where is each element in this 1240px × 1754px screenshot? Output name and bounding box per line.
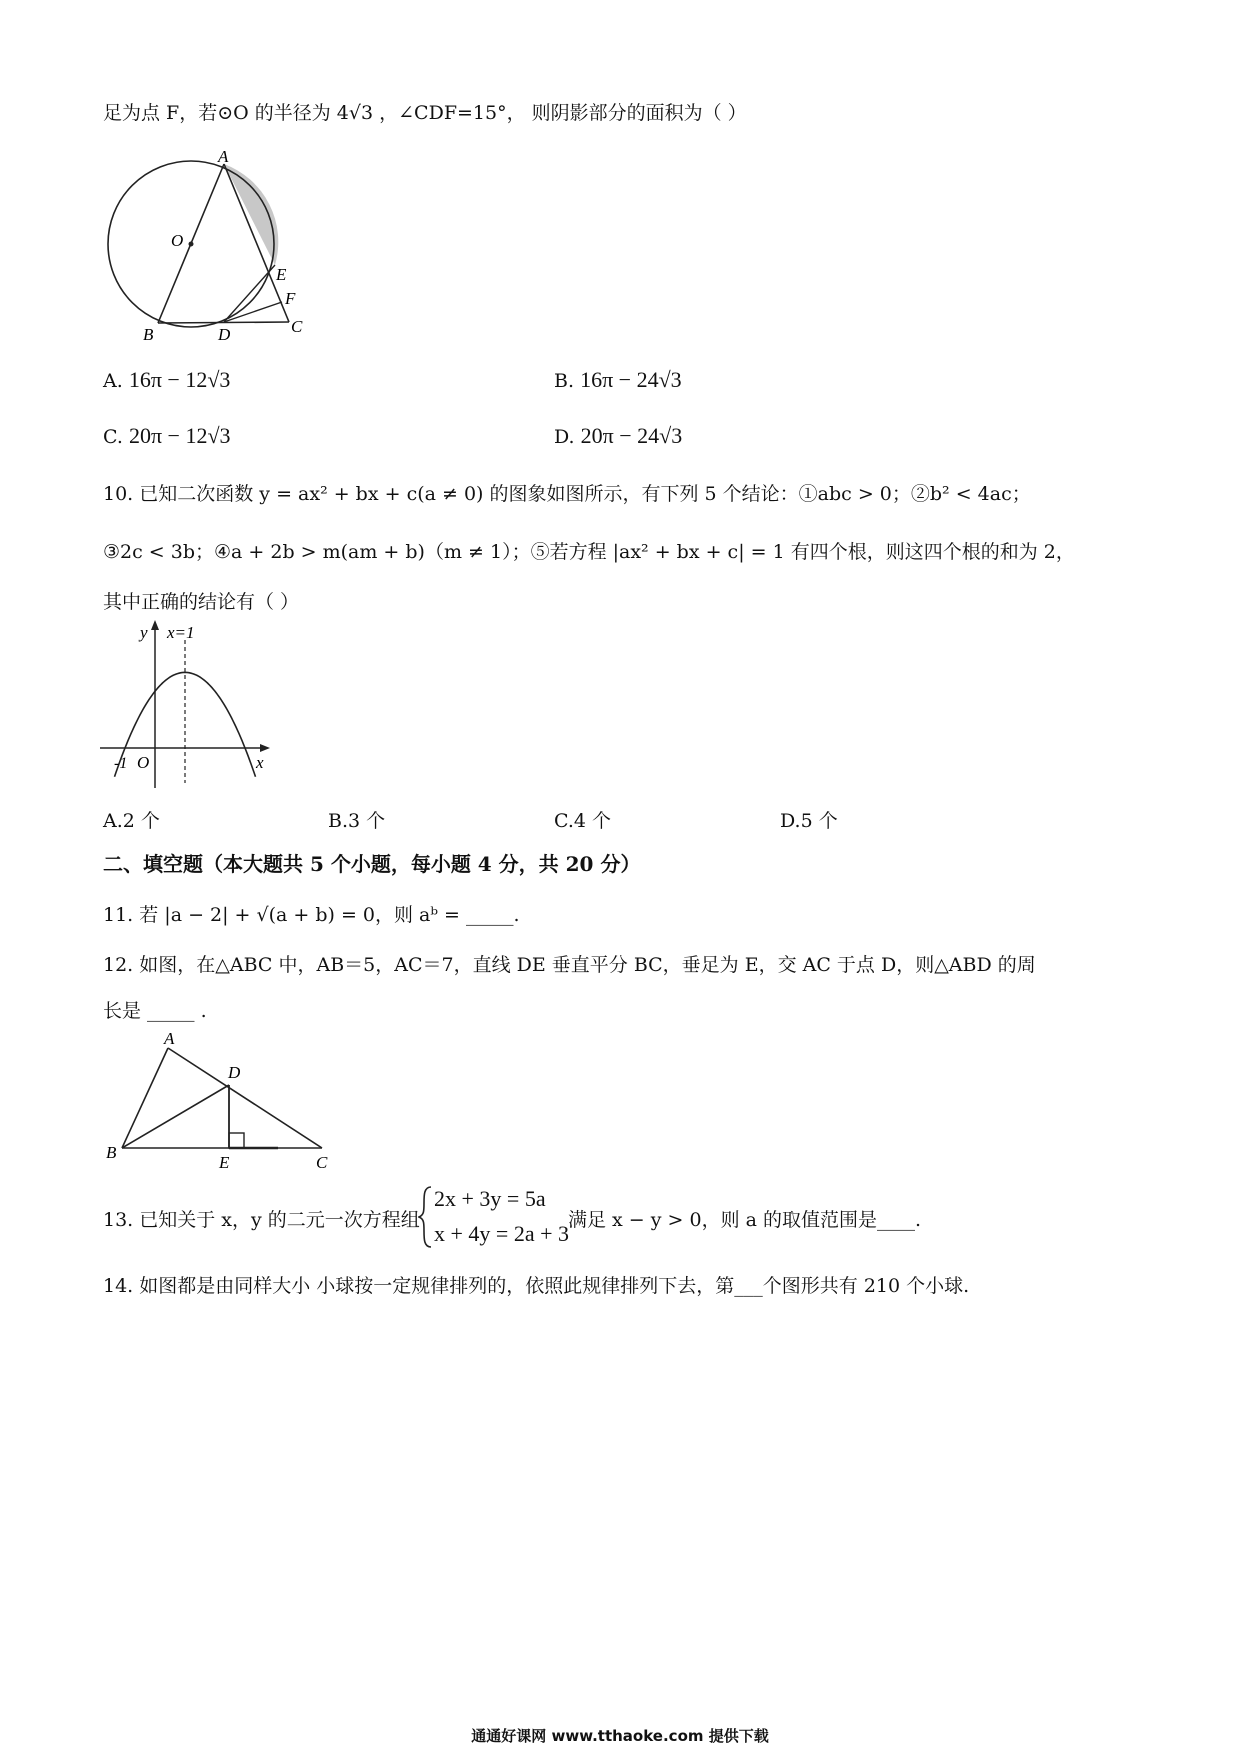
q9-option-b: B. 16π − 24√3: [554, 367, 682, 392]
shaded-region: [224, 164, 278, 265]
label-axis-x1: x=1: [167, 623, 195, 642]
label-c: C: [291, 317, 303, 336]
label-c: C: [316, 1153, 328, 1172]
q13-prefix: 13. 已知关于 x，y 的二元一次方程组: [103, 1209, 420, 1231]
q13-equation-1: 2x + 3y = 5a: [434, 1186, 546, 1211]
label-origin: O: [137, 753, 150, 772]
q9-text-line1: 足为点 F，若⊙O 的半径为 4√3 ，∠CDF=15°， 则阴影部分的面积为（ ）: [103, 102, 747, 124]
q12-text-line2: 长是 _____ .: [103, 1000, 207, 1022]
q10-option-c: C.4 个: [554, 810, 612, 832]
q9-circle-figure: [98, 146, 318, 346]
label-a: A: [218, 147, 229, 166]
label-o: O: [171, 231, 184, 250]
label-d: D: [218, 325, 231, 344]
label-x: x: [256, 753, 264, 772]
q14-text: 14. 如图都是由同样大小 小球按一定规律排列的，依照此规律排列下去，第___个图形共有 210 个小球.: [103, 1275, 970, 1297]
label-f: F: [285, 289, 296, 308]
section-2-heading: 二、填空题（本大题共 5 个小题，每小题 4 分，共 20 分）: [103, 852, 641, 876]
q12-text-line1: 12. 如图，在△ABC 中，AB＝5，AC＝7，直线 DE 垂直平分 BC，垂足为 E，交 AC 于点 D，则△ABD 的周: [103, 954, 1036, 976]
q13-suffix: 满足 x − y > 0，则 a 的取值范围是____.: [568, 1209, 922, 1231]
q9-option-d: D. 20π − 24√3: [554, 423, 683, 448]
q10-option-a: A.2 个: [103, 810, 160, 832]
q10-parabola-figure: [98, 618, 278, 793]
q12-triangle-figure: [100, 1028, 340, 1178]
q10-option-b: B.3 个: [328, 810, 386, 832]
label-a: A: [164, 1029, 175, 1048]
q13-brace: [418, 1185, 434, 1249]
q11-text: 11. 若 |a − 2| + √(a + b) = 0，则 aᵇ = _____.: [103, 904, 520, 926]
label-e: E: [276, 265, 287, 284]
label-y: y: [140, 623, 148, 642]
label-d: D: [228, 1063, 241, 1082]
label-b: B: [106, 1143, 117, 1162]
label-e: E: [219, 1153, 230, 1172]
q10-option-d: D.5 个: [780, 810, 838, 832]
label-b: B: [143, 325, 154, 344]
label-neg1: -1: [114, 755, 128, 772]
q10-text-line2: ③2c < 3b；④a + 2b > m(am + b)（m ≠ 1）；⑤若方程 |ax² + bx + c| = 1 有四个根，则这四个根的和为 2，: [103, 541, 1075, 563]
q10-text-line1: 10. 已知二次函数 y = ax² + bx + c(a ≠ 0) 的图象如图所示，有下列 5 个结论：①abc > 0；②b² < 4ac；: [103, 483, 1031, 505]
q13-equation-2: x + 4y = 2a + 3: [434, 1221, 569, 1246]
q9-option-c: C. 20π − 12√3: [103, 423, 231, 448]
page-footer: 通通好课网 www.tthaoke.com 提供下载: [471, 1727, 769, 1745]
q10-text-line3: 其中正确的结论有（ ）: [103, 591, 300, 613]
q9-option-a: A. 16π − 12√3: [103, 367, 231, 392]
